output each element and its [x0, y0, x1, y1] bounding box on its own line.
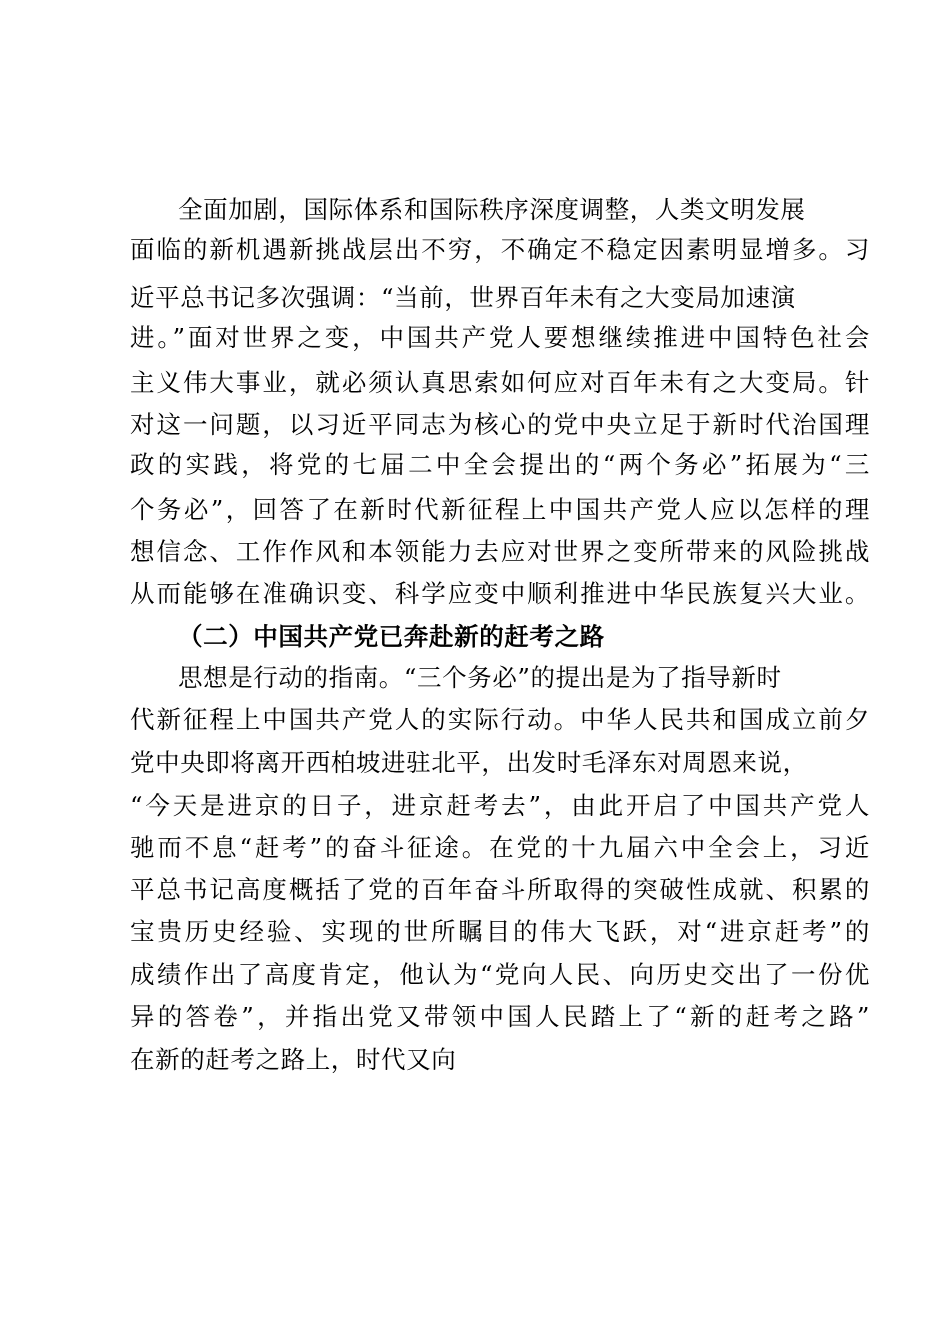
paragraph-2-line-9: 异的答卷”，并指出党又带领中国人民踏上了“新的赶考之路”: [130, 1002, 870, 1031]
paragraph-1-line-9: 想信念、工作作风和本领能力去应对世界之变所带来的风险挑战: [130, 537, 870, 566]
paragraph-2-line-10: 在新的赶考之路上，时代又向: [130, 1045, 457, 1074]
paragraph-2-line-4: “今天是进京的日子，进京赶考去”，由此开启了中国共产党人: [130, 791, 870, 820]
paragraph-1-line-10: 从而能够在准确识变、科学应变中顺利推进中华民族复兴大业。: [130, 579, 870, 608]
paragraph-2-line-8: 成绩作出了高度肯定，他认为“党向人民、向历史交出了一份优: [130, 960, 870, 989]
paragraph-2-line-6: 平总书记高度概括了党的百年奋斗所取得的突破性成就、积累的: [130, 875, 870, 904]
paragraph-2-line-7: 宝贵历史经验、实现的世所瞩目的伟大飞跃，对“进京赶考”的: [130, 917, 870, 946]
paragraph-1-line-3: 近平总书记多次强调：“当前，世界百年未有之大变局加速演: [130, 283, 796, 312]
paragraph-1-line-6: 对这一问题，以习近平同志为核心的党中央立足于新时代治国理: [130, 410, 870, 439]
paragraph-1-line-7: 政的实践，将党的七届二中全会提出的“两个务必”拓展为“三: [130, 450, 870, 479]
paragraph-1-line-5: 主义伟大事业，就必须认真思索如何应对百年未有之大变局。针: [130, 368, 870, 397]
paragraph-1-line-4: 进。”面对世界之变，中国共产党人要想继续推进中国特色社会: [130, 323, 870, 352]
paragraph-2-line-5: 驰而不息“赶考”的奋斗征途。在党的十九届六中全会上，习近: [130, 833, 870, 862]
section-heading: （二）中国共产党已奔赴新的赶考之路: [178, 622, 605, 651]
paragraph-2-line-1: 思想是行动的指南。“三个务必”的提出是为了指导新时: [178, 663, 782, 692]
paragraph-1-line-8: 个务必”，回答了在新时代新征程上中国共产党人应以怎样的理: [130, 495, 870, 524]
paragraph-2-line-2: 代新征程上中国共产党人的实际行动。中华人民共和国成立前夕: [130, 705, 870, 734]
paragraph-2-line-3: 党中央即将离开西柏坡进驻北平，出发时毛泽东对周恩来说，: [130, 748, 808, 777]
paragraph-1-line-2: 面临的新机遇新挑战层出不穷，不确定不稳定因素明显增多。习: [130, 235, 870, 264]
paragraph-1-line-1: 全面加剧，国际体系和国际秩序深度调整，人类文明发展: [178, 195, 806, 224]
